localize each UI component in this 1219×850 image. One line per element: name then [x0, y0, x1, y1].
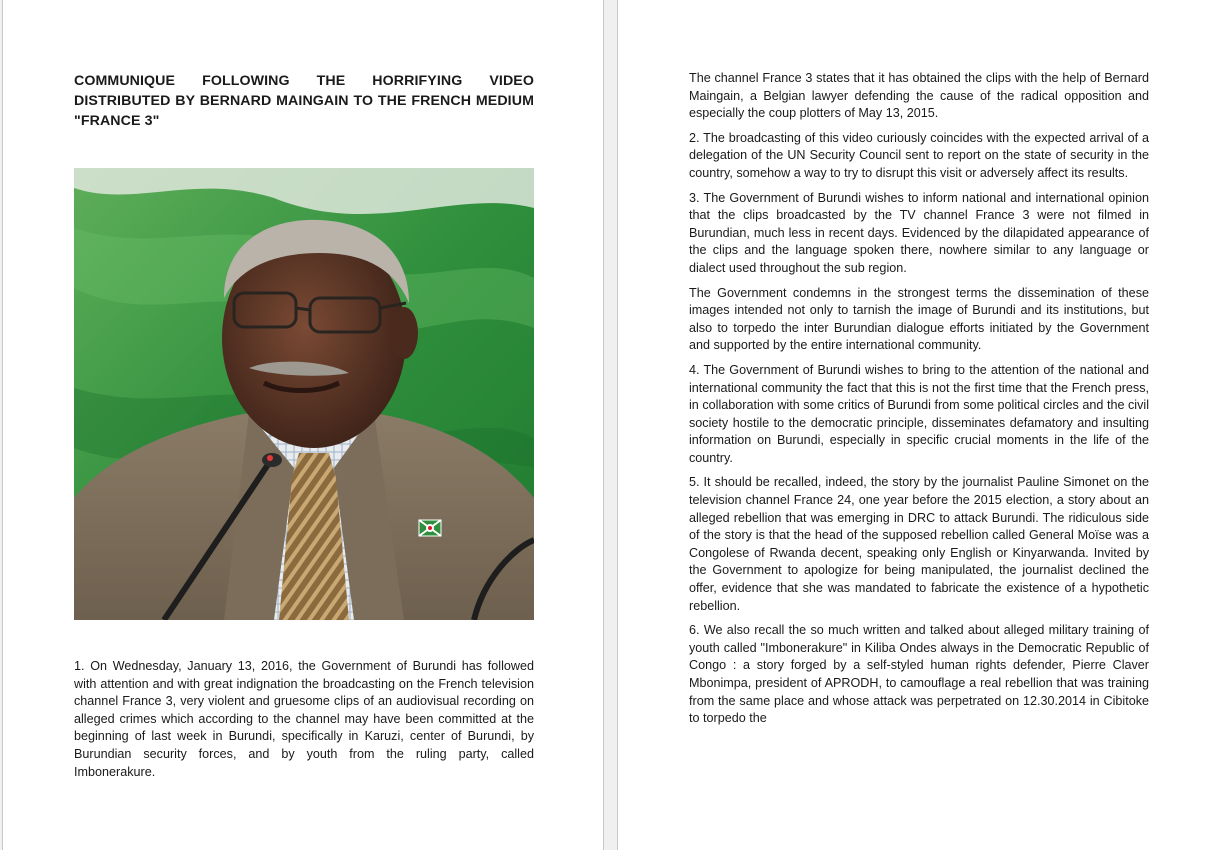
paragraph-6: 6. We also recall the so much written and talked about alleged military training of youth called "Imbonerakure" in Kiliba Ondes always in the Democratic Republic of Congo : a story forged by a self-styled human rights defender, Pierre Claver Mbonimpa, president of APRODH, to camouflage a real rebellion that was training from the same place and whose attack was perpetrated on 12.30.2014 in Cibitoke to torpedo the [689, 623, 1149, 726]
page-left [2, 0, 604, 850]
document-title: COMMUNIQUE FOLLOWING THE HORRIFYING VIDEO DISTRIBUTED BY BERNARD MAINGAIN TO THE FRENCH MEDIUM "FRANCE 3" [74, 73, 534, 129]
paragraph-1: 1. On Wednesday, January 13, 2016, the Government of Burundi has followed with attention and with great indignation the broadcasting on the French television channel France 3, very violent and gruesome clips of an audiovisual recording on alleged crimes which according to the channel may have been committed at the beginning of last week in Burundi, specifically in Karuzi, center of Burundi, by Burundian security forces, and by youth from the ruling party, called Imbonerakure. [74, 659, 534, 779]
right-column-text [689, 70, 1149, 735]
paragraph-condemnation: The Government condemns in the strongest terms the dissemination of these images intended not only to tarnish the image of Burundi and its institutions, but also to torpedo the inter Burundian dialogue efforts initiated by the Government and supported by the entire international community. [689, 285, 1149, 353]
page-right [617, 0, 1219, 850]
paragraph-4: 4. The Government of Burundi wishes to bring to the attention of the national and international community the fact that this is not the first time that the French press, in collaboration with some critics of Burundi from some political circles and the civil society hostile to the democratic principle, disseminates defamatory and insulting information on Burundi, especially in specific crucial moments in the life of the country. [689, 362, 1149, 465]
portrait-photo [74, 168, 534, 620]
paragraph-2: 2. The broadcasting of this video curiously coincides with the expected arrival of a delegation of the UN Security Council sent to report on the state of security in the country, somehow a way to try to disrupt this visit or adversely affect its results. [689, 130, 1149, 180]
paragraph-5: 5. It should be recalled, indeed, the story by the journalist Pauline Simonet on the television channel France 24, one year before the 2015 election, a story about an alleged rebellion that was emerging in DRC to attack Burundi. The ridiculous side of the story is that the head of the supposed rebellion called General Moïse was a Congolese of Rwanda decent, speaking only English or Kinyarwanda. Invited by the Government to apologize for being manipulated, the journalist declined the offer, evidence that she was mandated to fabricate the existence of a hypothetic rebellion. [689, 475, 1149, 613]
paragraph-3: 3. The Government of Burundi wishes to inform national and international opinion that the clips broadcasted by the TV channel France 3 were not filmed in Burundian, much less in recent days. Evidenced by the dilapidated appearance of the clips and the language spoken there, nowhere similar to any language or dialect used throughout the sub region. [689, 190, 1149, 275]
paragraph-source: The channel France 3 states that it has obtained the clips with the help of Bernard Maingain, a Belgian lawyer defending the cause of the radical opposition and especially the coup plotters of May 13, 2015. [689, 71, 1149, 121]
left-column-text [74, 658, 534, 788]
